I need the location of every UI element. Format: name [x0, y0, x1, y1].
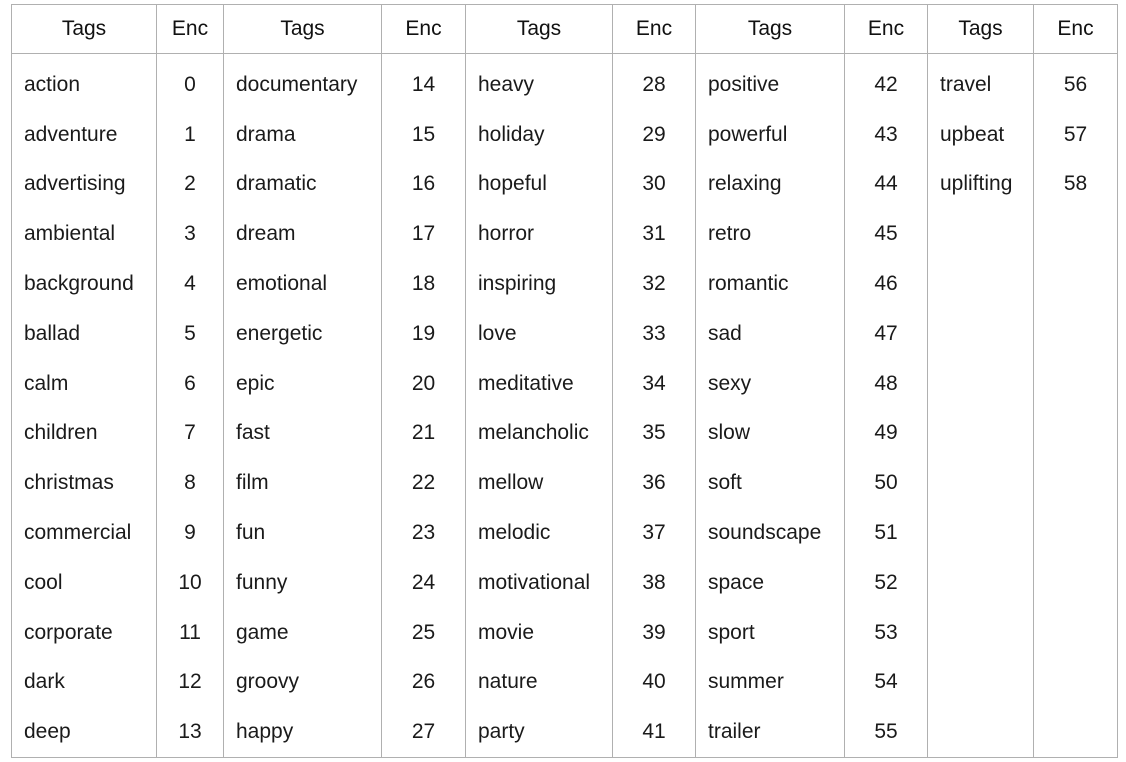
- tag-cell: love: [466, 309, 613, 359]
- enc-cell: 51: [845, 508, 928, 558]
- enc-column-header: Enc: [382, 5, 466, 54]
- enc-column-header: Enc: [157, 5, 224, 54]
- enc-cell: 35: [613, 409, 696, 459]
- tag-cell: soft: [696, 458, 845, 508]
- enc-cell: 30: [613, 160, 696, 210]
- tag-cell: [928, 707, 1034, 757]
- tag-cell: dream: [224, 209, 382, 259]
- enc-cell: 21: [382, 409, 466, 459]
- table-row: [12, 658, 1118, 708]
- tag-cell: cool: [12, 558, 157, 608]
- tag-cell: summer: [696, 658, 845, 708]
- enc-cell: 23: [382, 508, 466, 558]
- enc-cell: 45: [845, 209, 928, 259]
- enc-cell: 3: [157, 209, 224, 259]
- tag-cell: heavy: [466, 54, 613, 110]
- tag-cell: motivational: [466, 558, 613, 608]
- tag-cell: melancholic: [466, 409, 613, 459]
- enc-cell: [1034, 508, 1118, 558]
- enc-cell: 9: [157, 508, 224, 558]
- tag-cell: fast: [224, 409, 382, 459]
- tag-cell: uplifting: [928, 160, 1034, 210]
- tag-cell: fun: [224, 508, 382, 558]
- tag-cell: relaxing: [696, 160, 845, 210]
- tag-cell: dark: [12, 658, 157, 708]
- enc-cell: [1034, 658, 1118, 708]
- enc-cell: 18: [382, 259, 466, 309]
- enc-cell: 12: [157, 658, 224, 708]
- tag-cell: movie: [466, 608, 613, 658]
- table-row: [12, 558, 1118, 608]
- tag-cell: hopeful: [466, 160, 613, 210]
- enc-cell: 49: [845, 409, 928, 459]
- tag-cell: romantic: [696, 259, 845, 309]
- enc-cell: 14: [382, 54, 466, 110]
- tag-cell: nature: [466, 658, 613, 708]
- tag-cell: travel: [928, 54, 1034, 110]
- tags-column-header: Tags: [928, 5, 1034, 54]
- enc-cell: 27: [382, 707, 466, 757]
- tag-encoding-table: [11, 4, 1118, 758]
- enc-cell: 31: [613, 209, 696, 259]
- tag-cell: happy: [224, 707, 382, 757]
- tag-cell: christmas: [12, 458, 157, 508]
- enc-cell: 32: [613, 259, 696, 309]
- tag-cell: mellow: [466, 458, 613, 508]
- enc-cell: 11: [157, 608, 224, 658]
- enc-cell: 5: [157, 309, 224, 359]
- enc-cell: 57: [1034, 110, 1118, 160]
- tag-cell: funny: [224, 558, 382, 608]
- table-row: [12, 110, 1118, 160]
- table-body: [12, 54, 1118, 758]
- table-row: [12, 160, 1118, 210]
- tag-cell: calm: [12, 359, 157, 409]
- tag-cell: positive: [696, 54, 845, 110]
- tag-cell: drama: [224, 110, 382, 160]
- enc-cell: [1034, 359, 1118, 409]
- tag-cell: epic: [224, 359, 382, 409]
- tag-cell: advertising: [12, 160, 157, 210]
- enc-cell: 44: [845, 160, 928, 210]
- enc-cell: 13: [157, 707, 224, 757]
- table-row: [12, 608, 1118, 658]
- enc-cell: 47: [845, 309, 928, 359]
- enc-cell: 4: [157, 259, 224, 309]
- enc-cell: [1034, 458, 1118, 508]
- tag-cell: energetic: [224, 309, 382, 359]
- tag-cell: groovy: [224, 658, 382, 708]
- enc-cell: 2: [157, 160, 224, 210]
- enc-cell: 10: [157, 558, 224, 608]
- tag-cell: sexy: [696, 359, 845, 409]
- enc-cell: 50: [845, 458, 928, 508]
- enc-cell: 0: [157, 54, 224, 110]
- enc-cell: 25: [382, 608, 466, 658]
- enc-cell: [1034, 209, 1118, 259]
- enc-cell: [1034, 608, 1118, 658]
- tag-cell: [928, 458, 1034, 508]
- tag-cell: holiday: [466, 110, 613, 160]
- enc-cell: 48: [845, 359, 928, 409]
- enc-cell: 56: [1034, 54, 1118, 110]
- enc-cell: 41: [613, 707, 696, 757]
- tag-cell: party: [466, 707, 613, 757]
- enc-cell: 15: [382, 110, 466, 160]
- enc-column-header: Enc: [1034, 5, 1118, 54]
- enc-cell: [1034, 707, 1118, 757]
- enc-cell: 52: [845, 558, 928, 608]
- tag-cell: corporate: [12, 608, 157, 658]
- tag-cell: space: [696, 558, 845, 608]
- tag-cell: game: [224, 608, 382, 658]
- enc-cell: 6: [157, 359, 224, 409]
- enc-cell: 24: [382, 558, 466, 608]
- tag-cell: ballad: [12, 309, 157, 359]
- enc-cell: 36: [613, 458, 696, 508]
- tag-cell: background: [12, 259, 157, 309]
- tag-cell: sad: [696, 309, 845, 359]
- tag-cell: inspiring: [466, 259, 613, 309]
- table-row: [12, 259, 1118, 309]
- enc-cell: [1034, 309, 1118, 359]
- table-row: [12, 209, 1118, 259]
- enc-cell: 19: [382, 309, 466, 359]
- tag-cell: sport: [696, 608, 845, 658]
- enc-cell: 29: [613, 110, 696, 160]
- tags-column-header: Tags: [696, 5, 845, 54]
- tags-column-header: Tags: [224, 5, 382, 54]
- enc-cell: 38: [613, 558, 696, 608]
- enc-cell: 7: [157, 409, 224, 459]
- tag-cell: slow: [696, 409, 845, 459]
- tag-cell: upbeat: [928, 110, 1034, 160]
- header-row: [12, 5, 1118, 54]
- tag-cell: melodic: [466, 508, 613, 558]
- enc-column-header: Enc: [613, 5, 696, 54]
- enc-cell: 54: [845, 658, 928, 708]
- tag-cell: children: [12, 409, 157, 459]
- tag-cell: film: [224, 458, 382, 508]
- enc-cell: [1034, 558, 1118, 608]
- enc-cell: 43: [845, 110, 928, 160]
- tag-cell: powerful: [696, 110, 845, 160]
- enc-cell: 20: [382, 359, 466, 409]
- tag-cell: [928, 409, 1034, 459]
- enc-cell: 17: [382, 209, 466, 259]
- enc-cell: 37: [613, 508, 696, 558]
- table-row: [12, 409, 1118, 459]
- tag-cell: trailer: [696, 707, 845, 757]
- enc-cell: 39: [613, 608, 696, 658]
- enc-cell: 16: [382, 160, 466, 210]
- table-row: [12, 508, 1118, 558]
- table-row: [12, 359, 1118, 409]
- tag-cell: [928, 209, 1034, 259]
- enc-cell: 28: [613, 54, 696, 110]
- enc-cell: 1: [157, 110, 224, 160]
- tag-cell: commercial: [12, 508, 157, 558]
- enc-cell: [1034, 259, 1118, 309]
- tag-cell: [928, 658, 1034, 708]
- tag-cell: ambiental: [12, 209, 157, 259]
- tag-cell: [928, 608, 1034, 658]
- tag-cell: [928, 558, 1034, 608]
- tag-cell: [928, 259, 1034, 309]
- tag-cell: deep: [12, 707, 157, 757]
- tag-cell: dramatic: [224, 160, 382, 210]
- enc-cell: 26: [382, 658, 466, 708]
- enc-cell: 53: [845, 608, 928, 658]
- tag-cell: meditative: [466, 359, 613, 409]
- enc-cell: 42: [845, 54, 928, 110]
- enc-cell: 40: [613, 658, 696, 708]
- tag-cell: emotional: [224, 259, 382, 309]
- table-row: [12, 54, 1118, 110]
- tag-cell: retro: [696, 209, 845, 259]
- tags-column-header: Tags: [12, 5, 157, 54]
- tag-cell: adventure: [12, 110, 157, 160]
- tag-cell: documentary: [224, 54, 382, 110]
- tag-cell: [928, 359, 1034, 409]
- enc-cell: 34: [613, 359, 696, 409]
- table-row: [12, 309, 1118, 359]
- enc-cell: 58: [1034, 160, 1118, 210]
- enc-cell: 33: [613, 309, 696, 359]
- tag-cell: action: [12, 54, 157, 110]
- tag-cell: [928, 309, 1034, 359]
- tag-cell: [928, 508, 1034, 558]
- tag-cell: soundscape: [696, 508, 845, 558]
- enc-cell: 55: [845, 707, 928, 757]
- enc-cell: 22: [382, 458, 466, 508]
- tag-cell: horror: [466, 209, 613, 259]
- enc-cell: 46: [845, 259, 928, 309]
- tags-column-header: Tags: [466, 5, 613, 54]
- table-row: [12, 707, 1118, 757]
- table-row: [12, 458, 1118, 508]
- enc-cell: 8: [157, 458, 224, 508]
- enc-column-header: Enc: [845, 5, 928, 54]
- enc-cell: [1034, 409, 1118, 459]
